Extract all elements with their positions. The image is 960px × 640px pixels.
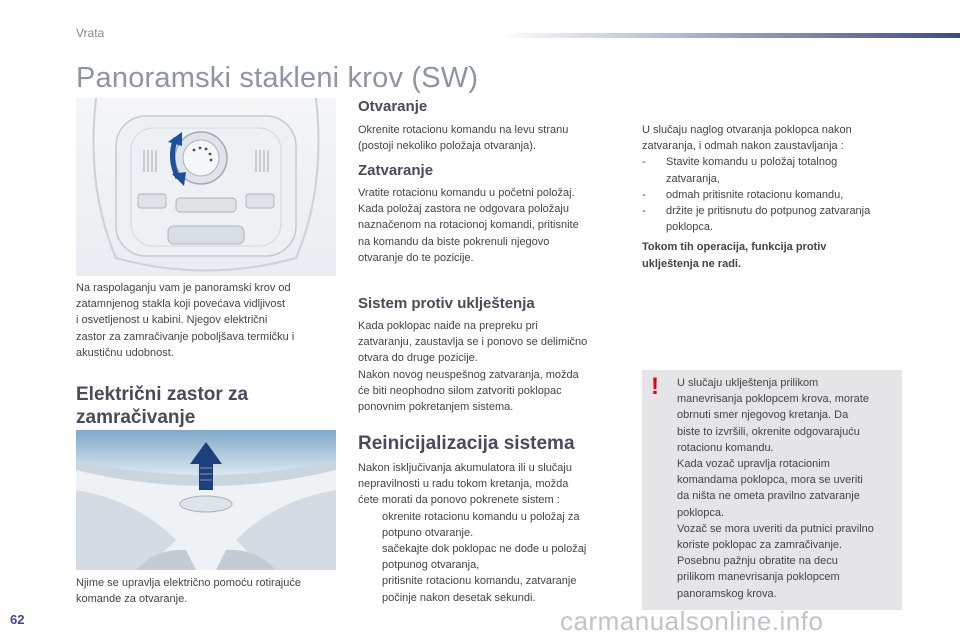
warning-line: manevrisanja poklopcem krova, morate <box>677 393 869 406</box>
anti-pinch-line: će biti neophodno silom zatvoriti poklopac <box>358 384 562 397</box>
warning-line: Vozač se mora uveriti da putnici pravilno <box>677 522 874 535</box>
warning-line: obrnuti smer njegovog kretanja. Da <box>677 409 849 422</box>
opening-heading: Otvaranje <box>358 98 428 115</box>
intro-text <box>76 280 336 361</box>
sudden-opening-text <box>642 122 912 272</box>
reinit-line: Nakon isključivanja akumulatora ili u slučaju <box>358 462 572 474</box>
interior-blind-illustration <box>76 430 336 570</box>
list-item <box>642 203 912 235</box>
dash-marker: - <box>642 156 646 169</box>
anti-pinch-text <box>358 318 633 415</box>
bold-note-line: Tokom tih operacija, funkcija protiv <box>642 241 827 254</box>
list-item <box>358 573 633 605</box>
anti-pinch-heading: Sistem protiv uklještenja <box>358 295 535 312</box>
step-line: pritisnite rotacionu komandu, zatvaranje <box>382 575 577 588</box>
caption-line: komande za otvaranje. <box>76 593 188 606</box>
bold-note-line: uklještenja ne radi. <box>642 257 742 270</box>
watermark: carmanualsonline.info <box>560 606 824 636</box>
opening-line: Okrenite rotacionu komandu na levu stranu <box>358 124 569 136</box>
reinit-heading: Reinicijalizacija sistema <box>358 433 575 454</box>
warning-icon: ! <box>651 373 659 400</box>
warning-line: rotacionu komandu. <box>677 441 774 454</box>
header-bar <box>500 33 960 38</box>
bold-note <box>642 239 912 271</box>
reinit-line: nepravilnosti u radu tokom kretanja, možda <box>358 478 569 491</box>
right-line: U slučaju naglog otvaranja poklopca nakon <box>642 124 852 136</box>
page-title: Panoramski stakleni krov (SW) <box>76 62 479 94</box>
anti-pinch-line: zatvaranju, zaustavlja se i ponovo se delimično <box>358 336 588 349</box>
step-line: sačekajte dok poklopac ne dođe u položaj <box>382 543 587 556</box>
reinit-text <box>358 460 633 606</box>
roof-console-illustration <box>76 98 336 276</box>
section-label: Vrata <box>76 26 105 40</box>
intro-line: akustičnu udobnost. <box>76 346 174 359</box>
anti-pinch-line: ponovnim pokretanjem sistema. <box>358 401 514 414</box>
opening-text <box>358 122 628 154</box>
anti-pinch-line: otvara do druge pozicije. <box>358 352 478 365</box>
step-line: okrenite rotacionu komandu u položaj za <box>382 510 580 523</box>
warning-line: Posebnu pažnju obratite na decu <box>677 555 838 568</box>
anti-pinch-line: Kada poklopac naiđe na prepreku pri <box>358 320 538 332</box>
warning-line: da ništa ne ometa pravilno zatvaranje <box>677 490 860 503</box>
list-item <box>358 509 633 541</box>
closing-heading: Zatvaranje <box>358 162 434 179</box>
closing-line: Kada položaj zastora ne odgovara položaju <box>358 203 569 216</box>
step-line: potpunog otvaranja, <box>382 559 480 572</box>
caption-line: Njime se upravlja električno pomoću rotirajuće <box>76 577 301 589</box>
closing-line: naznačenom na rotacionoj komandi, pritisnite <box>358 219 579 232</box>
step-line: zatvaranja, <box>666 172 720 185</box>
step-line: počinje nakon desetak sekundi. <box>382 591 536 604</box>
step-line: odmah pritisnite rotacionu komandu, <box>666 188 844 201</box>
warning-line: Kada vozač upravlja rotacionim <box>677 458 830 471</box>
closing-text <box>358 185 628 266</box>
reinit-line: ćete morati da ponovo pokrenete sistem : <box>358 494 560 507</box>
closing-line: na komandu da biste pokrenuli njegovo <box>358 235 550 248</box>
opening-line: (postoji nekoliko položaja otvaranja). <box>358 140 536 153</box>
list-item <box>358 541 633 573</box>
dash-marker: - <box>642 205 646 218</box>
page-number: 62 <box>10 612 25 627</box>
blind-heading <box>76 383 248 429</box>
dash-marker: - <box>642 188 646 201</box>
reinit-steps <box>358 509 633 606</box>
step-line: držite je pritisnutu do potpunog zatvaranja <box>666 205 871 218</box>
warning-line: biste to izvršili, okrenite odgovarajuću <box>677 425 860 438</box>
warning-line: komandama poklopca, mora se uveriti <box>677 474 863 487</box>
warning-line: poklopca. <box>677 506 725 519</box>
blind-heading-line: zamračivanje <box>76 407 196 428</box>
list-item <box>642 154 912 186</box>
intro-line: i osvetljenost u kabini. Njegov električni <box>76 314 268 327</box>
warning-line: U slučaju uklještenja prilikom <box>677 377 819 389</box>
closing-line: Vratite rotacionu komandu u početni položaj. <box>358 187 575 199</box>
warning-line: panoramskog krova. <box>677 587 777 600</box>
warning-text <box>677 375 902 602</box>
anti-pinch-line: Nakon novog neuspešnog zatvaranja, možda <box>358 368 579 381</box>
list-item <box>642 187 912 203</box>
right-line: zatvaranja, i odmah nakon zaustavljanja : <box>642 140 844 153</box>
warning-line: prilikom manevrisanja poklopcem <box>677 571 840 584</box>
sudden-opening-steps <box>642 154 912 235</box>
closing-line: otvaranje do te pozicije. <box>358 251 474 264</box>
intro-line: Na raspolaganju vam je panoramski krov od <box>76 282 291 294</box>
blind-caption <box>76 575 341 607</box>
step-line: potpuno otvaranje. <box>382 526 474 539</box>
blind-heading-line: Električni zastor za <box>76 384 249 405</box>
intro-line: zatamnjenog stakla koji povećava vidljivost <box>76 298 286 311</box>
intro-line: zastor za zamračivanje poboljšava termičku i <box>76 330 295 343</box>
step-line: Stavite komandu u položaj totalnog <box>666 156 838 169</box>
step-line: poklopca. <box>666 221 714 234</box>
warning-line: koriste poklopac za zamračivanje. <box>677 539 843 552</box>
